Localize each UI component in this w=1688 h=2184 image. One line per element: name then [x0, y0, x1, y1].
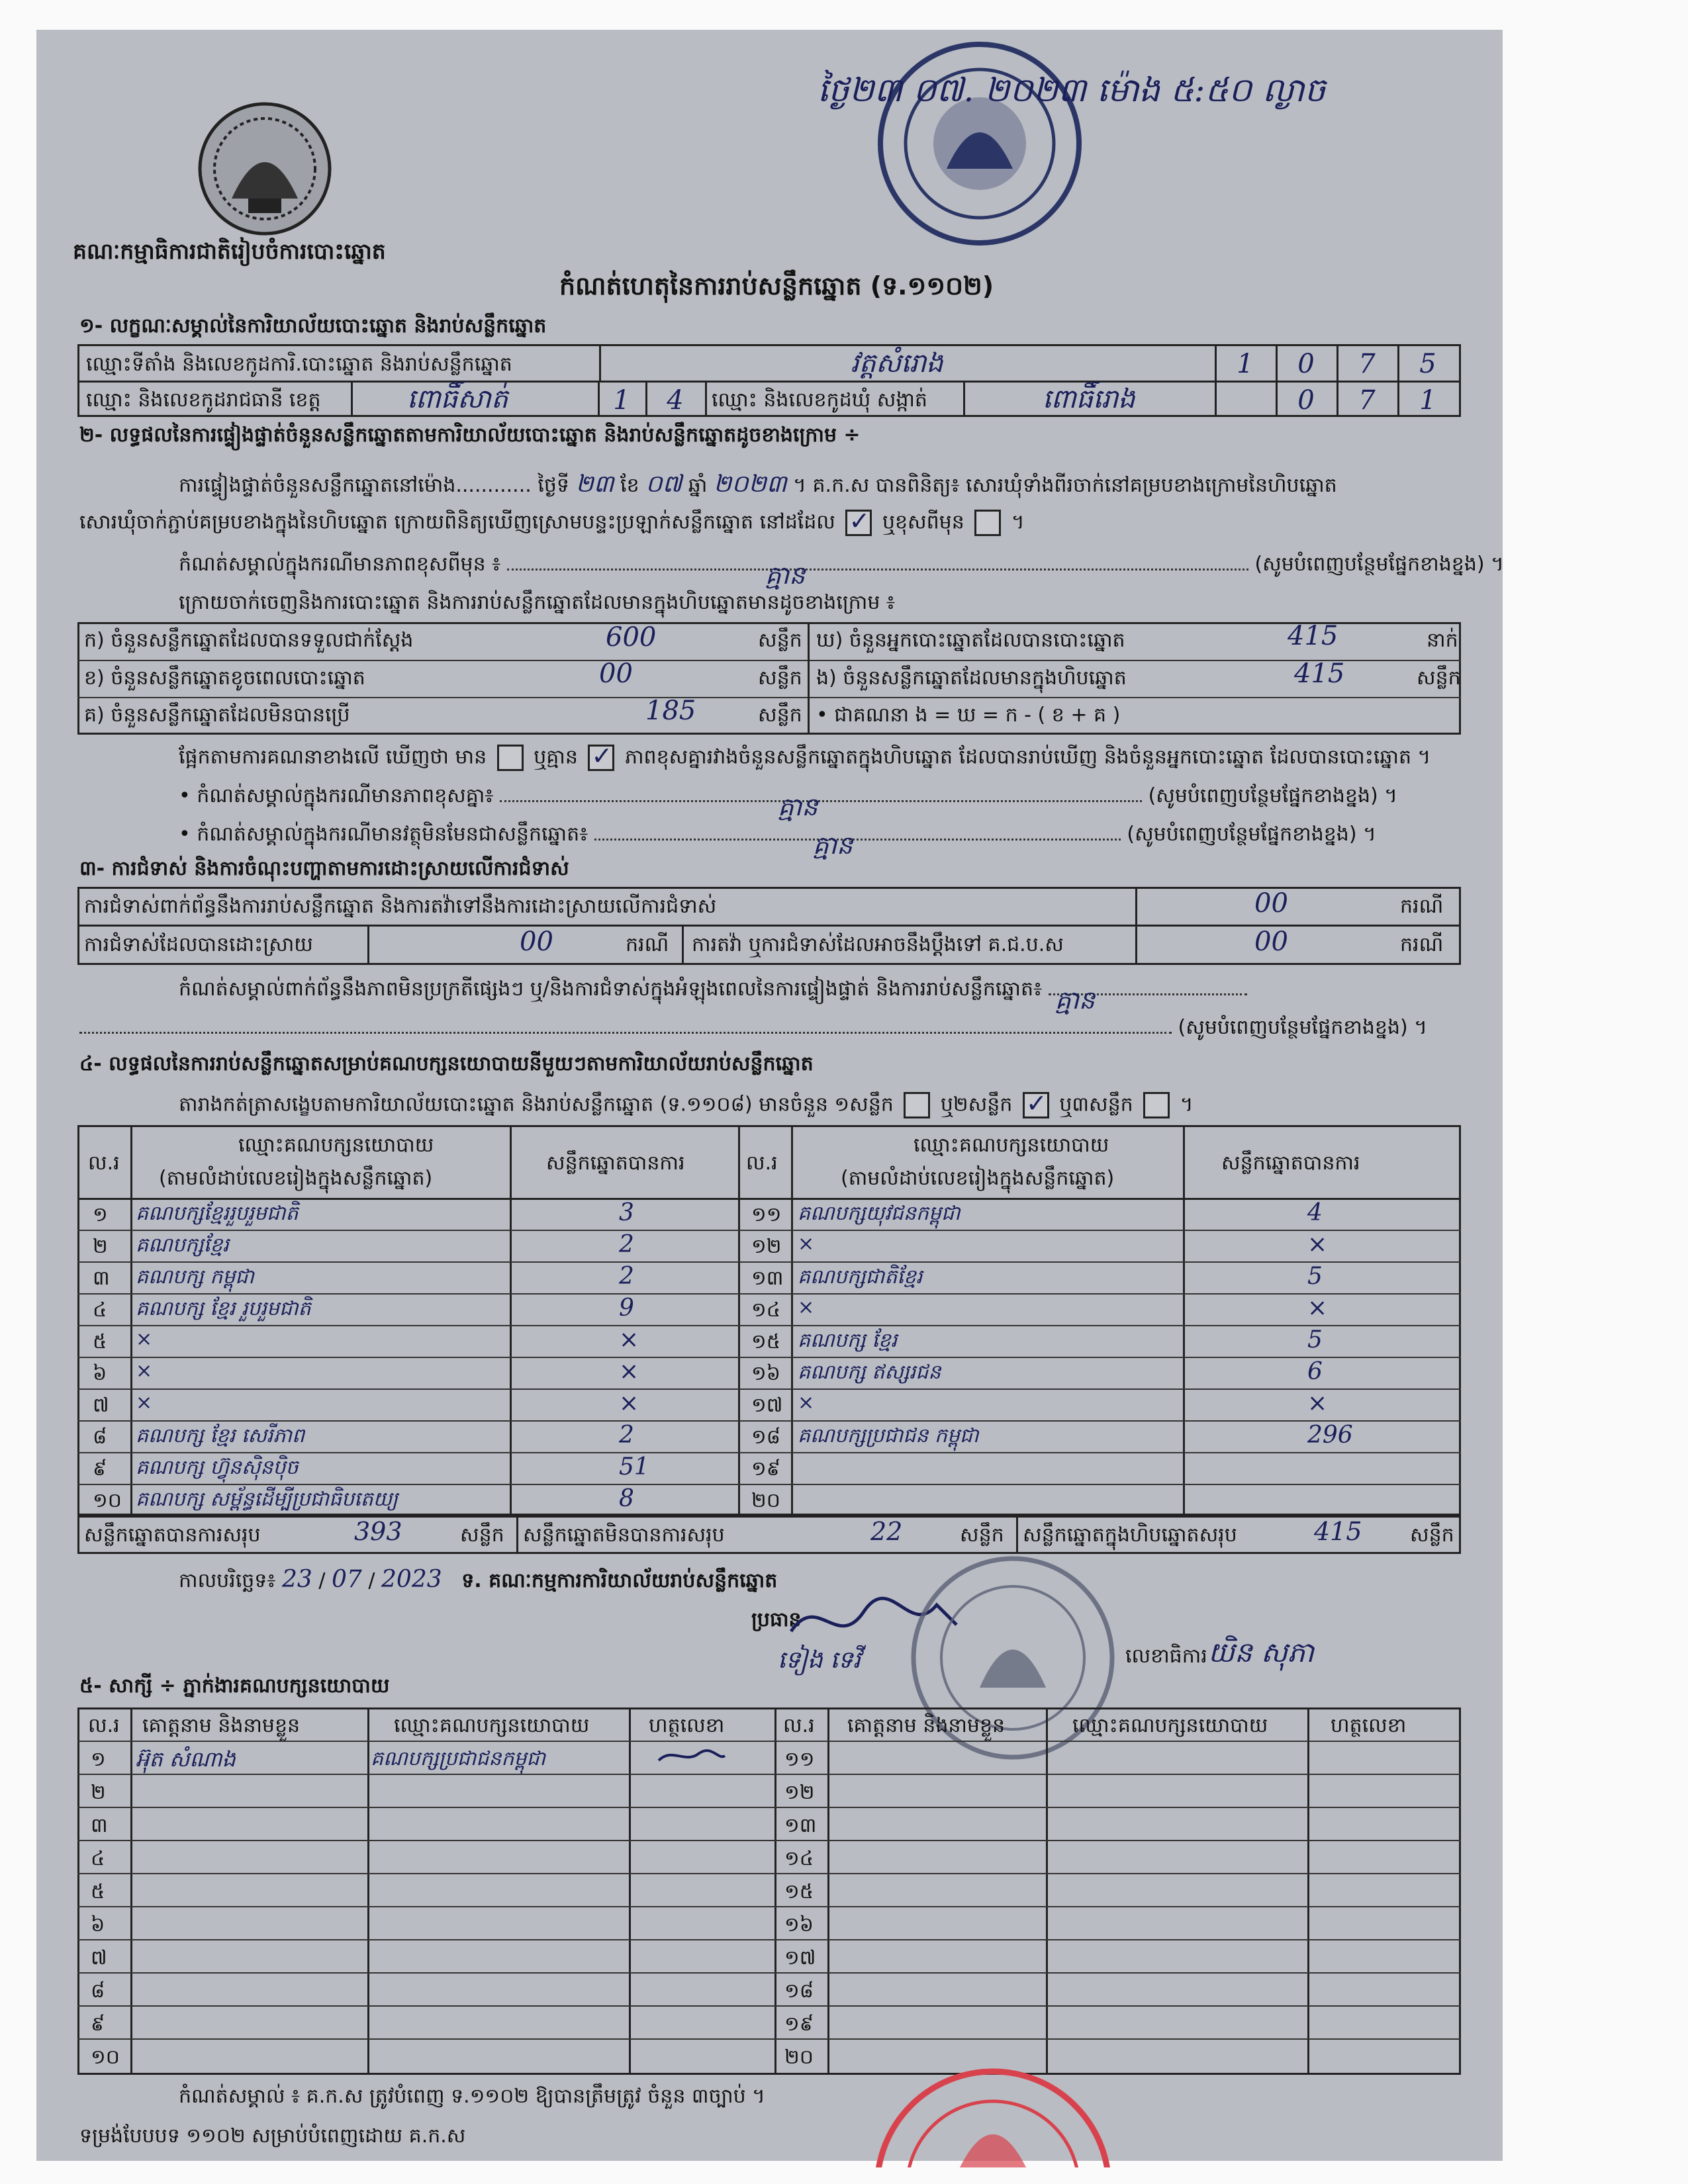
has-difference-checkbox[interactable]: [497, 745, 524, 771]
votes-col-party: ឈ្មោះគណបក្សនយោបាយ: [238, 1134, 434, 1157]
witness-number: ១៣: [784, 1814, 817, 1837]
witness-number: ៦: [91, 1913, 105, 1936]
witness-row-divider: [77, 1873, 1461, 1874]
formula-text: • ជាគណនា ង = ឃ = ក - ( ខ + គ ): [816, 704, 1121, 727]
party-votes: ×: [619, 1326, 639, 1353]
station-code-digit: 1: [1237, 349, 1254, 379]
witness-table: [77, 1707, 1461, 2075]
party-votes: 296: [1307, 1422, 1353, 1449]
witness-row-divider: [77, 1840, 1461, 1841]
difference-check-paragraph: ផ្អែកតាមការគណនាខាងលើ ឃើញថា មាន ឬគ្មាន ✓ ភាពខុសគ្នារវាងចំនួនសន្លឹកឆ្នោតក្នុងហិបឆ្នោត ដែលបានរាប់ឃើញ និងចំនួនអ្នកបោះឆ្នោត ដែលបានបោះឆ្នោត ។: [179, 745, 1430, 771]
totals-row: [77, 1516, 1461, 1554]
polling-station-label: ឈ្មោះទីតាំង និងលេខកូដការិ.បោះឆ្នោត និងរាប់សន្លឹកឆ្នោត: [86, 353, 512, 376]
party-votes: 8: [619, 1485, 634, 1512]
appeal-label: ការតវ៉ា ឬការជំទាស់ដែលអាចនឹងប្តឹងទៅ គ.ជ.ប.ស: [692, 933, 1064, 956]
witness-number: ១២: [784, 1781, 815, 1804]
votes-col-votes: សន្លឹកឆ្នោតបានការ: [1221, 1152, 1360, 1175]
votes-col-no: ល.រ: [88, 1152, 120, 1175]
commune-code-digit: 7: [1358, 385, 1376, 416]
party-votes: 5: [1307, 1326, 1323, 1353]
witness-number: ៣: [91, 1814, 108, 1837]
total-box-unit: សន្លឹក: [1410, 1524, 1454, 1547]
received-ballots-unit: សន្លឹក: [758, 629, 802, 652]
witness-number: ៨: [91, 1979, 105, 2003]
secretary-name: យិន សុភា: [1208, 1636, 1314, 1668]
votes-row-divider: [77, 1261, 1461, 1263]
witness-row-divider: [77, 1774, 1461, 1775]
witness-col-name: គោត្តនាម និងនាមខ្លួន: [847, 1714, 1006, 1737]
difference-note: កំណត់សម្គាល់ក្នុងករណីមានភាពខុសពីមុន ៖ គ្មាន (សូមបំពេញបន្ថែមផ្នែកខាងខ្នង) ។: [179, 553, 1504, 590]
witness-row-divider: [77, 1741, 1461, 1742]
irregularity-note-continued: (សូមបំពេញបន្ថែមផ្នែកខាងខ្នង) ។: [79, 1016, 1427, 1040]
party-votes: ×: [1307, 1231, 1328, 1258]
party-votes: 51: [619, 1453, 649, 1480]
secretary-label: លេខាធិការ: [1125, 1645, 1207, 1668]
section3-heading: ៣- ការជំទាស់ និងការចំណុះបញ្ហាតាមការដោះស្រាយលើការជំទាស់: [79, 857, 569, 880]
party-name: គណបក្ស កម្ពុជា: [136, 1265, 254, 1289]
votes-row-divider: [77, 1388, 1461, 1390]
total-valid-label: សន្លឹកឆ្នោតបានការសរុប: [84, 1524, 261, 1547]
party-votes: ×: [619, 1358, 639, 1385]
spoiled-ballots-value: 00: [599, 659, 633, 689]
spoiled-ballots-label: ខ) ចំនួនសន្លឹកឆ្នោតខូចពេលបោះឆ្នោត: [84, 666, 365, 690]
box-ballots-unit: សន្លឹក: [1417, 666, 1461, 690]
station-code-digit: 7: [1358, 349, 1376, 379]
witness-row-divider: [77, 2038, 1461, 2040]
summary-sheets-paragraph: តារាងកត់ត្រាសង្ខេបតាមការិយាល័យបោះឆ្នោត និងរាប់សន្លឹកឆ្នោត (ទ.១១០៨) មានចំនួន ១សន្លឹក ឬ២សន្លឹក ✓ ឬ៣សន្លឹក ។: [179, 1092, 1194, 1118]
objections-label: ការជំទាស់ពាក់ព័ន្ធនឹងការរាប់សន្លឹកឆ្នោត និងការតវ៉ាទៅនឹងការដោះស្រាយលើការជំទាស់: [84, 895, 717, 918]
chair-label: ប្រធាន: [751, 1608, 802, 1631]
party-number: ៩: [93, 1457, 107, 1480]
witness-number: ២០: [784, 2046, 814, 2069]
party-number: ១៧: [751, 1394, 783, 1417]
witness-number: ១៦: [784, 1913, 814, 1936]
votes-col-party-sub: (តាមលំដាប់លេខរៀងក្នុងសន្លឹកឆ្នោត): [841, 1167, 1115, 1190]
official-seal-top-icon: [867, 36, 1092, 251]
witness-number: ១៤: [784, 1847, 814, 1870]
box-ballots-label: ង) ចំនួនសន្លឹកឆ្នោតដែលមានក្នុងហិបឆ្នោត: [816, 666, 1127, 690]
lock-check-paragraph: សោរឃុំចាក់ភ្ជាប់គម្របខាងក្នុងនៃហិបឆ្នោត ក្រោយពិនិត្យឃើញស្រោមបន្ទះប្រឡាក់សន្លឹកឆ្នោត នៅដដែល ✓ ឬខុសពីមុន ។: [79, 510, 1025, 536]
votes-row-divider: [77, 1230, 1461, 1231]
witness-number: ១៩: [784, 2013, 814, 2036]
party-number: ២: [93, 1235, 108, 1258]
witness-number: ៤: [91, 1847, 105, 1870]
witness-number: ៩: [91, 2013, 105, 2036]
received-ballots-value: 600: [606, 622, 657, 653]
party-number: ៧: [93, 1394, 109, 1417]
official-seal-bottom-icon: [867, 2062, 1119, 2167]
party-name: គណបក្ស ហ៊្វុនស៊ិនប៉ិច: [136, 1456, 299, 1479]
party-votes: 6: [1307, 1358, 1323, 1385]
document-page: [36, 30, 1503, 2161]
section5-heading: ៥- សាក្សី ÷ ភ្នាក់ងារគណបក្សនយោបាយ: [79, 1674, 390, 1698]
total-valid-unit: សន្លឹក: [460, 1524, 504, 1547]
two-sheets-checkbox[interactable]: [1023, 1092, 1049, 1118]
section4-heading: ៤- លទ្ធផលនៃការរាប់សន្លឹកឆ្នោតសម្រាប់គណបក្សនយោបាយនីមួយៗតាមការិយាល័យរាប់សន្លឹកឆ្នោត: [79, 1052, 814, 1075]
total-valid-value: 393: [354, 1517, 402, 1546]
votes-col-no: ល.រ: [746, 1152, 778, 1175]
party-votes: 2: [619, 1231, 634, 1258]
witness-col-party: ឈ្មោះគណបក្សនយោបាយ: [394, 1714, 590, 1737]
party-number: ១៤: [751, 1298, 780, 1322]
witness-row-divider: [77, 1939, 1461, 1940]
agency-name: គណៈកម្មាធិការជាតិរៀបចំការបោះឆ្នោត: [73, 238, 386, 264]
witness-number: ១០: [91, 2046, 120, 2069]
party-votes: ×: [1307, 1390, 1328, 1417]
one-sheet-checkbox[interactable]: [904, 1092, 930, 1118]
witness-number: ១១: [784, 1748, 815, 1771]
appeal-unit: ករណី: [1400, 933, 1444, 956]
appeal-value: 00: [1254, 927, 1288, 957]
total-box-value: 415: [1314, 1517, 1362, 1546]
witness-number: ១៧: [784, 1946, 816, 1970]
irregularity-note: កំណត់សម្គាល់ពាក់ព័ន្ធនឹងភាពមិនប្រក្រតីផ្សេងៗ ឬ/និងការជំទាស់ក្នុងអំឡុងពេលនៃការផ្ទៀងផ្ទាត់ និងការរាប់សន្លឹកឆ្នោត៖ គ្មាន: [179, 978, 1247, 1001]
objections-value: 00: [1254, 888, 1288, 919]
total-invalid-unit: សន្លឹក: [960, 1524, 1004, 1547]
count-date: កាលបរិច្ឆេទ៖ 23 / 07 / 2023 ទ. គណៈកម្មការការិយាល័យរាប់សន្លឹកឆ្នោត: [179, 1566, 778, 1593]
received-ballots-label: ក) ចំនួនសន្លឹកឆ្នោតដែលបានទទួលជាក់ស្តែង: [84, 629, 414, 652]
votes-row-divider: [77, 1452, 1461, 1453]
chair-name: ទៀង ទេវី: [778, 1647, 861, 1674]
total-invalid-value: 22: [870, 1517, 903, 1546]
party-number: ៣: [93, 1267, 110, 1290]
changed-checkbox[interactable]: [974, 510, 1001, 536]
party-votes: ×: [1307, 1295, 1328, 1322]
total-invalid-label: សន្លឹកឆ្នោតមិនបានការសរុប: [523, 1524, 725, 1547]
party-name: ×: [798, 1391, 815, 1414]
difference-note-2: • កំណត់សម្គាល់ក្នុងករណីមានភាពខុសគ្នា៖ គ្មាន (សូមបំពេញបន្ថែមផ្នែកខាងខ្នង) ។: [179, 784, 1398, 821]
party-name: ×: [136, 1391, 153, 1414]
unchanged-checkbox[interactable]: [845, 510, 872, 536]
polling-station-value: វត្តសំរោង: [851, 348, 943, 379]
unused-ballots-value: 185: [645, 696, 696, 726]
foreign-object-note: • កំណត់សម្គាល់ក្នុងករណីមានវត្ថុមិនមែនជាសន្លឹកឆ្នោត៖ គ្មាន (សូមបំពេញបន្ថែមផ្នែកខាងខ្នង) ។: [179, 823, 1376, 860]
witness-number: ២: [91, 1781, 106, 1804]
votes-row-divider: [77, 1325, 1461, 1326]
witness-party: គណបក្សប្រជាជនកម្ពុជា: [371, 1747, 545, 1770]
witness-row-divider: [77, 1906, 1461, 1907]
party-name: គណបក្សជាតិខ្មែរ: [798, 1265, 923, 1289]
witness-col-sign: ហត្ថលេខា: [649, 1714, 725, 1737]
witness-row-divider: [77, 2005, 1461, 2007]
station-code-digit: 5: [1419, 349, 1436, 379]
witness-signature-icon: [652, 1744, 731, 1770]
witness-name: អ៊ុត សំណាង: [136, 1747, 236, 1772]
party-name: គណបក្ស សម្ព័ន្ធដើម្បីប្រជាធិបតេយ្យ: [136, 1488, 399, 1511]
section2-heading: ២- លទ្ធផលនៃការផ្ទៀងផ្ទាត់ចំនួនសន្លឹកឆ្នោតតាមការិយាល័យបោះឆ្នោត និងរាប់សន្លឹកឆ្នោតដូចខាងក្រោម ÷: [79, 424, 861, 447]
party-number: ១៣: [751, 1267, 784, 1290]
party-name: គណបក្ស ឥស្សរជន: [798, 1361, 941, 1384]
province-value: ពោធិ៍សាត់: [407, 384, 508, 414]
witness-number: ១៥: [784, 1880, 814, 1903]
objections-unit: ករណី: [1400, 895, 1444, 918]
party-name: ×: [798, 1232, 815, 1255]
witness-col-no: ល.រ: [88, 1714, 120, 1737]
form-title: កំណត់ហេតុនៃការរាប់សន្លឹកឆ្នោត (ទ.១១០២): [559, 271, 994, 300]
party-name: ×: [136, 1359, 153, 1383]
province-code-digit: 1: [613, 385, 630, 416]
party-number: ១៩: [751, 1457, 780, 1480]
votes-col-party: ឈ្មោះគណបក្សនយោបាយ: [914, 1134, 1109, 1157]
commune-code-digit: 0: [1297, 385, 1315, 416]
witness-number: ៧: [91, 1946, 107, 1970]
verification-paragraph: ការផ្ទៀងផ្ទាត់ចំនួនសន្លឹកឆ្នោតនៅម៉ោង............ ថ្ងៃទី ២៣ ខែ ០៧ ឆ្នាំ ២០២៣ ។ គ.ក.ស បានពិនិត្យ៖ សោរឃុំទាំងពីរចាក់នៅគម្របខាងក្រោមនៃហិបឆ្នោត: [179, 471, 1337, 498]
commune-label: ឈ្មោះ និងលេខកូដឃុំ សង្កាត់: [712, 388, 927, 412]
received-date-handwritten: ថ្ងៃ២៣ ០៧. ២០២៣ ម៉ោង ៥:៥០ ល្ងាច: [818, 71, 1326, 109]
party-name: គណបក្សយុវជនកម្ពុជា: [798, 1202, 961, 1225]
votes-row-divider: [77, 1420, 1461, 1422]
party-number: ១១: [751, 1203, 782, 1226]
party-name: គណបក្សប្រជាជន កម្ពុជា: [798, 1424, 979, 1447]
witness-row-divider: [77, 1807, 1461, 1808]
votes-row-divider: [77, 1357, 1461, 1358]
emblem-icon: [195, 99, 334, 242]
party-number: ១៨: [751, 1426, 780, 1449]
box-ballots-value: 415: [1294, 659, 1345, 689]
party-number: ៨: [93, 1426, 107, 1449]
commune-value: ពោធិ៍រោង: [1043, 384, 1135, 414]
witness-number: ៥: [91, 1880, 105, 1903]
party-votes: 9: [619, 1295, 634, 1322]
party-name: គណបក្ស ខ្មែរ: [798, 1329, 898, 1352]
voters-label: ឃ) ចំនួនអ្នកបោះឆ្នោតដែលបានបោះឆ្នោត: [816, 629, 1125, 652]
party-number: ៦: [93, 1362, 107, 1385]
total-box-label: សន្លឹកឆ្នោតក្នុងហិបឆ្នោតសរុប: [1023, 1524, 1237, 1547]
party-number: ១៦: [751, 1362, 780, 1385]
party-number: ១: [93, 1203, 108, 1226]
ballot-box-paragraph: ក្រោយចាក់ចេញនិងការបោះឆ្នោត និងការរាប់សន្លឹកឆ្នោតដែលមានក្នុងហិបឆ្នោតមានដូចខាងក្រោម ៖: [179, 591, 896, 614]
party-votes: 2: [619, 1422, 634, 1449]
party-name: គណបក្សខ្មែររួបរួមជាតិ: [136, 1202, 299, 1225]
witness-number: ១: [91, 1748, 106, 1771]
resolved-value: 00: [520, 927, 553, 957]
party-number: ៤: [93, 1298, 107, 1322]
votes-col-votes: សន្លឹកឆ្នោតបានការ: [546, 1152, 685, 1175]
witness-row-divider: [77, 1972, 1461, 1974]
votes-col-party-sub: (តាមលំដាប់លេខរៀងក្នុងសន្លឹកឆ្នោត): [159, 1167, 433, 1190]
witness-col-sign: ហត្ថលេខា: [1331, 1714, 1407, 1737]
voters-value: 415: [1288, 621, 1338, 651]
province-code-digit: 4: [667, 385, 684, 416]
form-note: ទម្រង់បែបបទ ១១០២ សម្រាប់បំពេញដោយ គ.ក.ស: [79, 2124, 466, 2148]
party-votes: 5: [1307, 1263, 1323, 1290]
three-sheets-checkbox[interactable]: [1143, 1092, 1170, 1118]
footnote: កំណត់សម្គាល់ ៖ គ.ក.ស ត្រូវបំពេញ ទ.១១០២ ឱ្យបានត្រឹមត្រូវ ចំនួន ៣ច្បាប់ ។: [179, 2085, 765, 2108]
party-votes: 4: [1307, 1199, 1323, 1226]
votes-row-divider: [77, 1293, 1461, 1295]
unused-ballots-unit: សន្លឹក: [758, 704, 802, 727]
station-code-digit: 0: [1297, 349, 1315, 379]
section1-heading: ១- លក្ខណៈសម្គាល់នៃការិយាល័យបោះឆ្នោត និងរាប់សន្លឹកឆ្នោត: [79, 314, 547, 338]
resolved-label: ការជំទាស់ដែលបានដោះស្រាយ: [84, 933, 313, 956]
party-name: គណបក្សខ្មែរ: [136, 1234, 229, 1257]
party-number: ៥: [93, 1330, 107, 1353]
party-votes: ×: [619, 1390, 639, 1417]
commune-code-digit: 1: [1419, 385, 1436, 416]
party-name: ×: [136, 1328, 153, 1351]
witness-col-name: គោត្តនាម និងនាមខ្លួន: [142, 1714, 301, 1737]
witness-col-party: ឈ្មោះគណបក្សនយោបាយ: [1072, 1714, 1268, 1737]
spoiled-ballots-unit: សន្លឹក: [758, 666, 802, 690]
party-name: គណបក្ស ខ្មែរ សេរីភាព: [136, 1424, 305, 1447]
party-name: ×: [798, 1296, 815, 1319]
party-votes: 3: [619, 1199, 634, 1226]
party-number: ១០: [93, 1489, 122, 1512]
party-number: ១២: [751, 1235, 782, 1258]
party-number: ១៥: [751, 1330, 780, 1353]
province-label: ឈ្មោះ និងលេខកូដរាជធានី ខេត្ត: [86, 388, 321, 412]
voters-unit: នាក់: [1427, 629, 1458, 652]
no-difference-checkbox[interactable]: [588, 745, 614, 771]
party-votes: 2: [619, 1263, 634, 1290]
resolved-unit: ករណី: [626, 933, 669, 956]
witness-col-no: ល.រ: [783, 1714, 815, 1737]
votes-row-divider: [77, 1484, 1461, 1485]
party-number: ២០: [751, 1489, 780, 1512]
unused-ballots-label: គ) ចំនួនសន្លឹកឆ្នោតដែលមិនបានប្រើ: [84, 704, 350, 727]
witness-number: ១៨: [784, 1979, 814, 2003]
party-name: គណបក្ស ខ្មែរ រួបរួមជាតិ: [136, 1297, 311, 1320]
